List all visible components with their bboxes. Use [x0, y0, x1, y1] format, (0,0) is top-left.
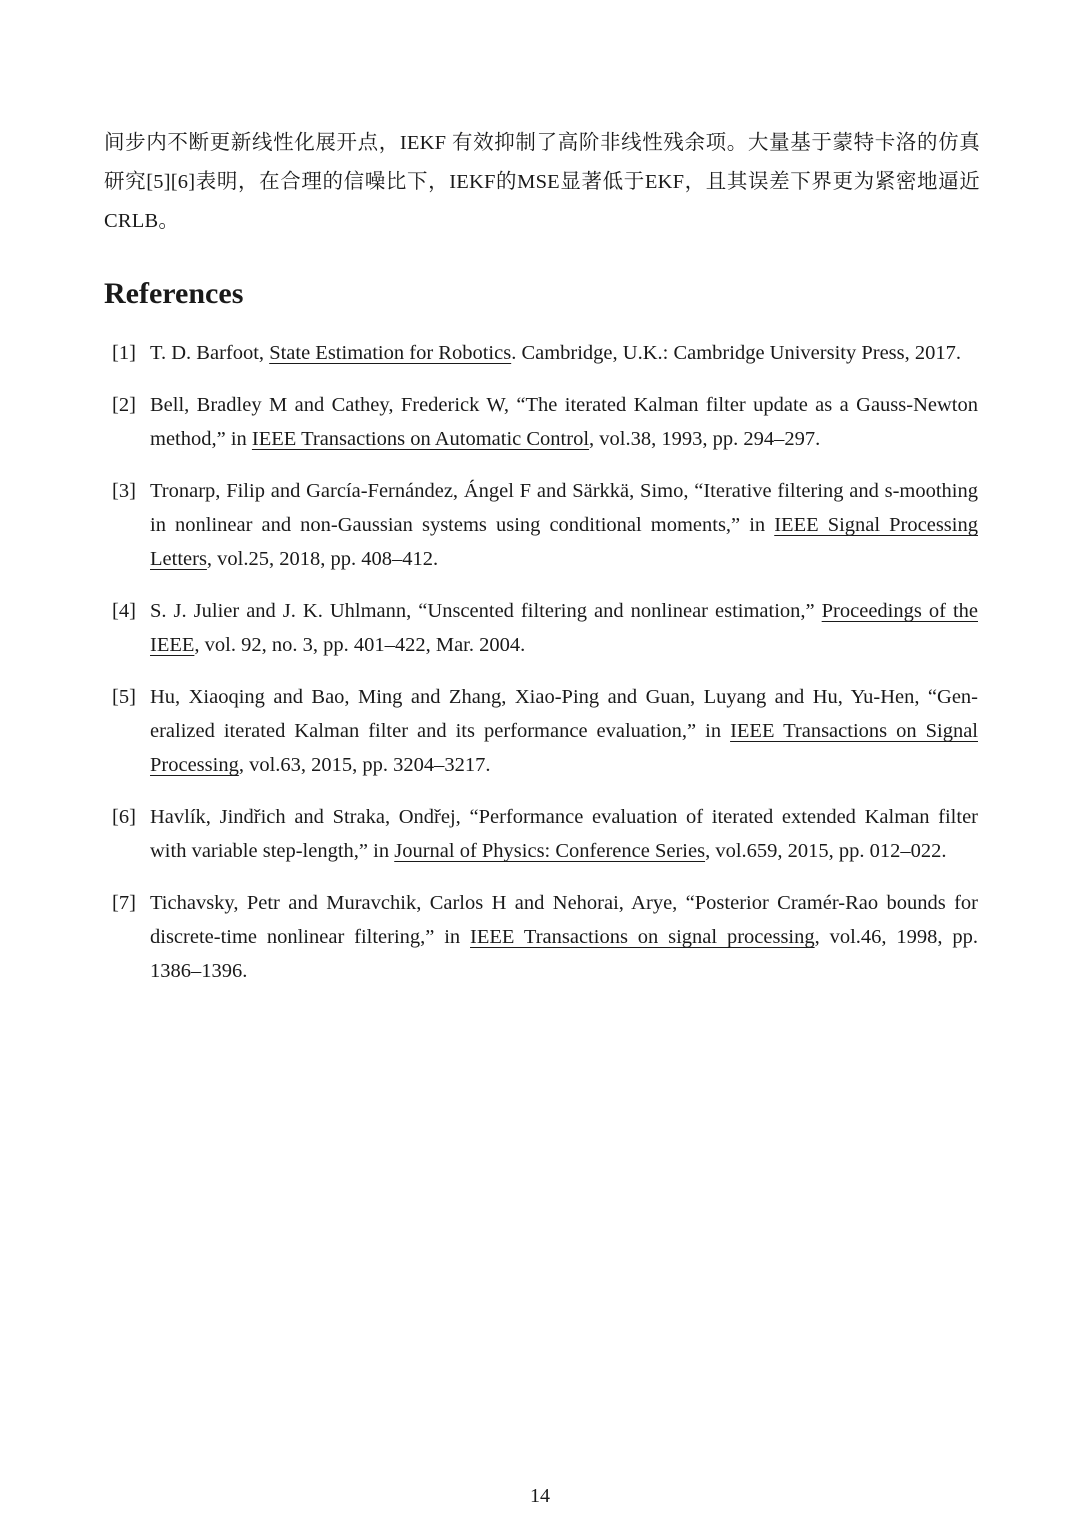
reference-details: , vol.659, 2015, pp. 012–022. — [705, 840, 947, 862]
reference-item-7 — [104, 886, 978, 988]
reference-text: S. J. Julier and J. K. Uhlmann, “Unscented filtering and nonlinear estimation,” — [150, 600, 822, 622]
reference-venue: IEEE Transactions on Automatic Control — [251, 428, 590, 450]
reference-text: Havlík, Jindřich and Straka, Ondřej, “Performance evaluation of iterated extended Kalman filter with variable step-length,” in — [150, 806, 978, 862]
reference-item-2 — [104, 388, 978, 456]
reference-number: [4] — [112, 600, 136, 622]
reference-venue: IEEE Signal Processing Letters — [150, 514, 978, 570]
reference-number: [2] — [112, 394, 136, 416]
reference-text: Tichavsky, Petr and Muravchik, Carlos H and Nehorai, Arye, “Posterior Cramér-Rao bounds for discrete-time nonlinear filtering,” in — [150, 892, 978, 948]
reference-text: Tronarp, Filip and García-Fernández, Ángel F and Särkkä, Simo, “Iterative filtering and s-moothing in nonlinear and non-Gaussian systems using conditional moments,” in — [150, 480, 978, 536]
reference-number: [6] — [112, 806, 136, 828]
reference-details: , vol.38, 1993, pp. 294–297. — [589, 428, 821, 450]
reference-venue: Journal of Physics: Conference Series — [394, 840, 706, 862]
reference-item-5 — [104, 680, 978, 782]
reference-venue: State Estimation for Robotics — [269, 342, 512, 364]
reference-text: Hu, Xiaoqing and Bao, Ming and Zhang, Xiao-Ping and Guan, Luyang and Hu, Yu-Hen, “Gen-eralized iterated Kalman filter and its performance evaluation,” in — [150, 686, 978, 742]
reference-list — [104, 336, 978, 1006]
reference-text: T. D. Barfoot, — [150, 342, 270, 364]
reference-venue: IEEE Transactions on Signal Processing — [150, 720, 978, 776]
reference-item-1 — [104, 336, 978, 370]
reference-number: [5] — [112, 686, 136, 708]
reference-item-3 — [104, 474, 978, 576]
reference-details: , vol.46, 1998, pp. 1386–1396. — [150, 926, 978, 982]
reference-venue: IEEE Transactions on signal processing — [470, 926, 815, 948]
reference-details: . Cambridge, U.K.: Cambridge University Press, 2017. — [511, 342, 961, 364]
reference-details: , vol. 92, no. 3, pp. 401–422, Mar. 2004. — [194, 634, 526, 656]
reference-venue: Proceedings of the IEEE — [150, 600, 978, 656]
reference-item-4 — [104, 594, 978, 662]
reference-text: Bell, Bradley M and Cathey, Frederick W, “The iterated Kalman filter update as a Gauss-Newton method,” in — [150, 394, 978, 450]
reference-number: [7] — [112, 892, 136, 914]
reference-details: , vol.25, 2018, pp. 408–412. — [206, 548, 439, 570]
reference-number: [3] — [112, 480, 136, 502]
reference-number: [1] — [112, 342, 136, 364]
references-heading: References — [104, 277, 244, 310]
page-number: 14 — [530, 1485, 550, 1507]
reference-details: , vol.63, 2015, pp. 3204–3217. — [238, 754, 491, 776]
reference-item-6 — [104, 800, 978, 868]
body-paragraph: 间步内不断更新线性化展开点，IEKF 有效抑制了高阶非线性残余项。大量基于蒙特卡洛的仿真研究[5][6]表明，在合理的信噪比下，IEKF的MSE显著低于EKF，且其误差下界更为紧密地逼近CRLB。 — [104, 132, 980, 232]
